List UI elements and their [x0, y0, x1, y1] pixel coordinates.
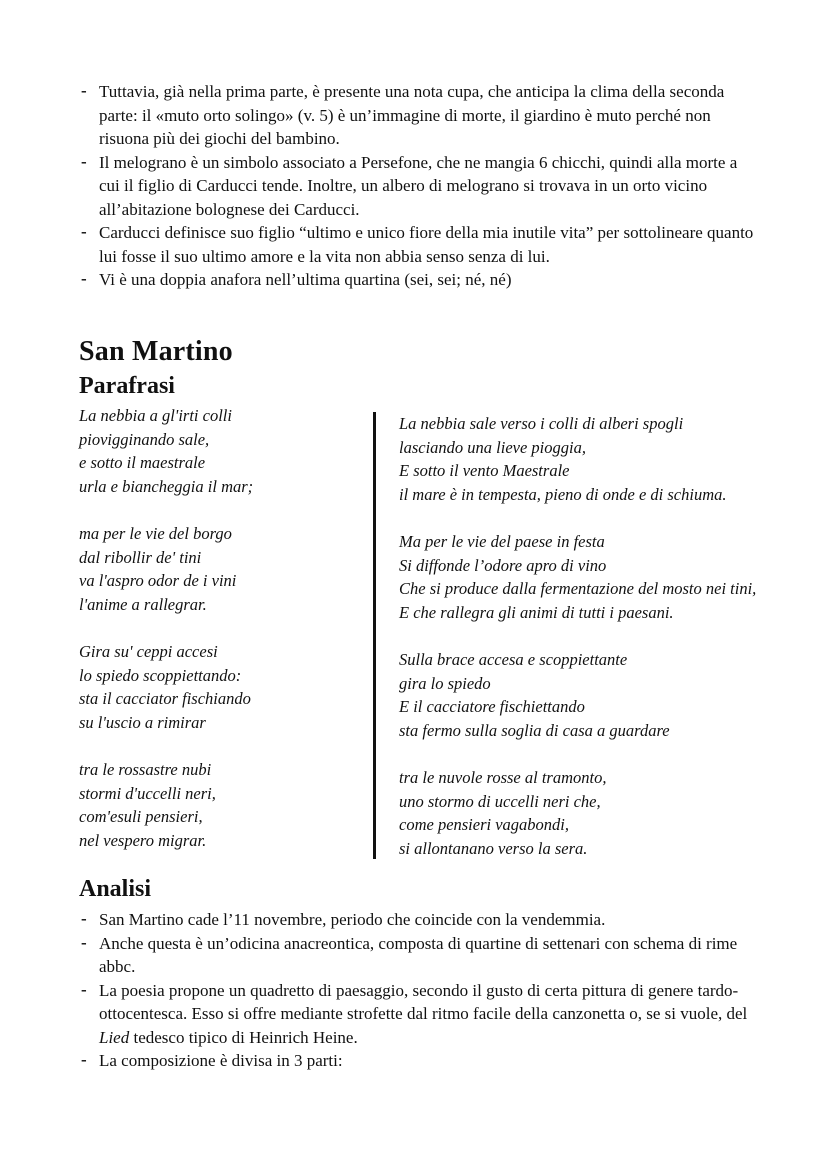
paraphrase-line: tra le nuvole rosse al tramonto, — [399, 768, 607, 787]
poem-line: sta il cacciator fischiando — [79, 689, 251, 708]
poem-stanza — [79, 404, 359, 498]
bullet-text: tedesco tipico di Heinrich Heine. — [129, 1027, 358, 1047]
poem-line: tra le rossastre nubi — [79, 760, 212, 779]
poem-line: La nebbia a gl'irti colli — [79, 406, 232, 425]
paraphrase-line: La nebbia sale verso i colli di alberi spogli — [399, 414, 684, 433]
bullet-item: - Tuttavia, già nella prima parte, è presente una nota cupa, che anticipa la clima della seconda parte: il «muto orto solingo» (v. 5) è un’immagine di morte, il giardino è muto perché non risuona più dei giochi del bambino. — [79, 80, 759, 151]
poem-line: e sotto il maestrale — [79, 453, 206, 472]
paraphrase-line: Che si produce dalla fermentazione del mosto nei tini, — [399, 579, 757, 598]
bullet-item — [79, 932, 759, 979]
paraphrase-line: Si diffonde l’odore apro di vino — [399, 555, 607, 575]
poem-line: nel vespero migrar. — [79, 830, 207, 850]
poem-stanza — [79, 640, 359, 734]
paraphrase-line: uno stormo di uccelli neri che, — [399, 791, 601, 811]
bullet-text: La composizione è divisa in 3 parti: — [99, 1051, 343, 1070]
bullet-item — [79, 979, 759, 1050]
bullet-text: Anche questa è un’odicina anacreontica, composta di quartine di settenari con schema di rime abbc. — [99, 933, 738, 976]
bullet-item — [79, 1049, 759, 1073]
bullet-item: - Il melograno è un simbolo associato a Persefone, che ne mangia 6 chicchi, quindi alla morte a cui il figlio di Carducci tende. Inoltre, un albero di melograno si trovava in un orto vicino all’abitazione bolognese dei Carducci. — [79, 151, 759, 222]
intro-bullet-list — [79, 80, 759, 292]
bullet-item: - Carducci definisce suo figlio “ultimo e unico fiore della mia inutile vita” per sottolineare quanto lui fosse il suo ultimo amore e la vita non abbia senso senza di lui. — [79, 221, 759, 268]
poem-line: com'esuli pensieri, — [79, 807, 203, 826]
parafrasi-heading: Parafrasi — [79, 373, 175, 399]
poem-title: San Martino — [79, 336, 233, 367]
bullet-text: San Martino cade l’11 novembre, periodo che coincide con la vendemmia. — [99, 910, 606, 929]
poem-line: ma per le vie del borgo — [79, 524, 232, 543]
poem-line: Gira su' ceppi accesi — [79, 642, 218, 661]
paraphrase-line: Ma per le vie del paese in festa — [399, 532, 605, 551]
poem-line: va l'aspro odor de i vini — [79, 571, 237, 590]
paraphrase-stanza — [399, 530, 819, 624]
poem-line: su l'uscio a rimirar — [79, 712, 206, 732]
paraphrase-line: Sulla brace accesa e scoppiettante — [399, 650, 628, 669]
paraphrase-poem — [399, 412, 819, 884]
poem-stanza — [79, 522, 359, 616]
poem-line: l'anime a rallegrar. — [79, 594, 207, 614]
paraphrase-line: il mare è in tempesta, pieno di onde e di schiuma. — [399, 484, 727, 504]
analisi-heading: Analisi — [79, 876, 152, 902]
paraphrase-stanza — [399, 648, 819, 742]
paraphrase-line: come pensieri vagabondi, — [399, 815, 570, 834]
paraphrase-line: si allontanano verso la sera. — [399, 838, 588, 858]
original-poem — [79, 404, 359, 876]
paraphrase-line: E sotto il vento Maestrale — [399, 461, 570, 480]
poem-line: lo spiedo scoppiettando: — [79, 665, 242, 685]
bullet-text: La poesia propone un quadretto di paesaggio, secondo il gusto di certa pittura di genere tardo-ottocentesca. Esso si offre mediante strofette dal ritmo facile della canzonetta o, se si vuole, del — [99, 980, 748, 1023]
poem-line: urla e biancheggia il mar; — [79, 476, 254, 496]
analisi-bullet-list — [79, 908, 759, 1073]
paraphrase-line: sta fermo sulla soglia di casa a guardare — [399, 720, 670, 740]
paraphrase-line: gira lo spiedo — [399, 673, 491, 693]
bullet-item: - Vi è una doppia anafora nell’ultima quartina (sei, sei; né, né) — [79, 268, 759, 292]
poem-line: dal ribollir de' tini — [79, 547, 202, 567]
column-divider — [373, 412, 376, 859]
poem-line: stormi d'uccelli neri, — [79, 783, 216, 803]
paraphrase-stanza — [399, 412, 819, 506]
poem-line: piovigginando sale, — [79, 429, 210, 449]
paraphrase-line: lasciando una lieve pioggia, — [399, 437, 586, 457]
lied-term: Lied — [99, 1027, 130, 1047]
poem-stanza — [79, 758, 359, 852]
paraphrase-stanza — [399, 766, 819, 860]
bullet-item — [79, 908, 759, 932]
paraphrase-line: E il cacciatore fischiettando — [399, 697, 585, 716]
paraphrase-line: E che rallegra gli animi di tutti i paesani. — [399, 602, 674, 622]
